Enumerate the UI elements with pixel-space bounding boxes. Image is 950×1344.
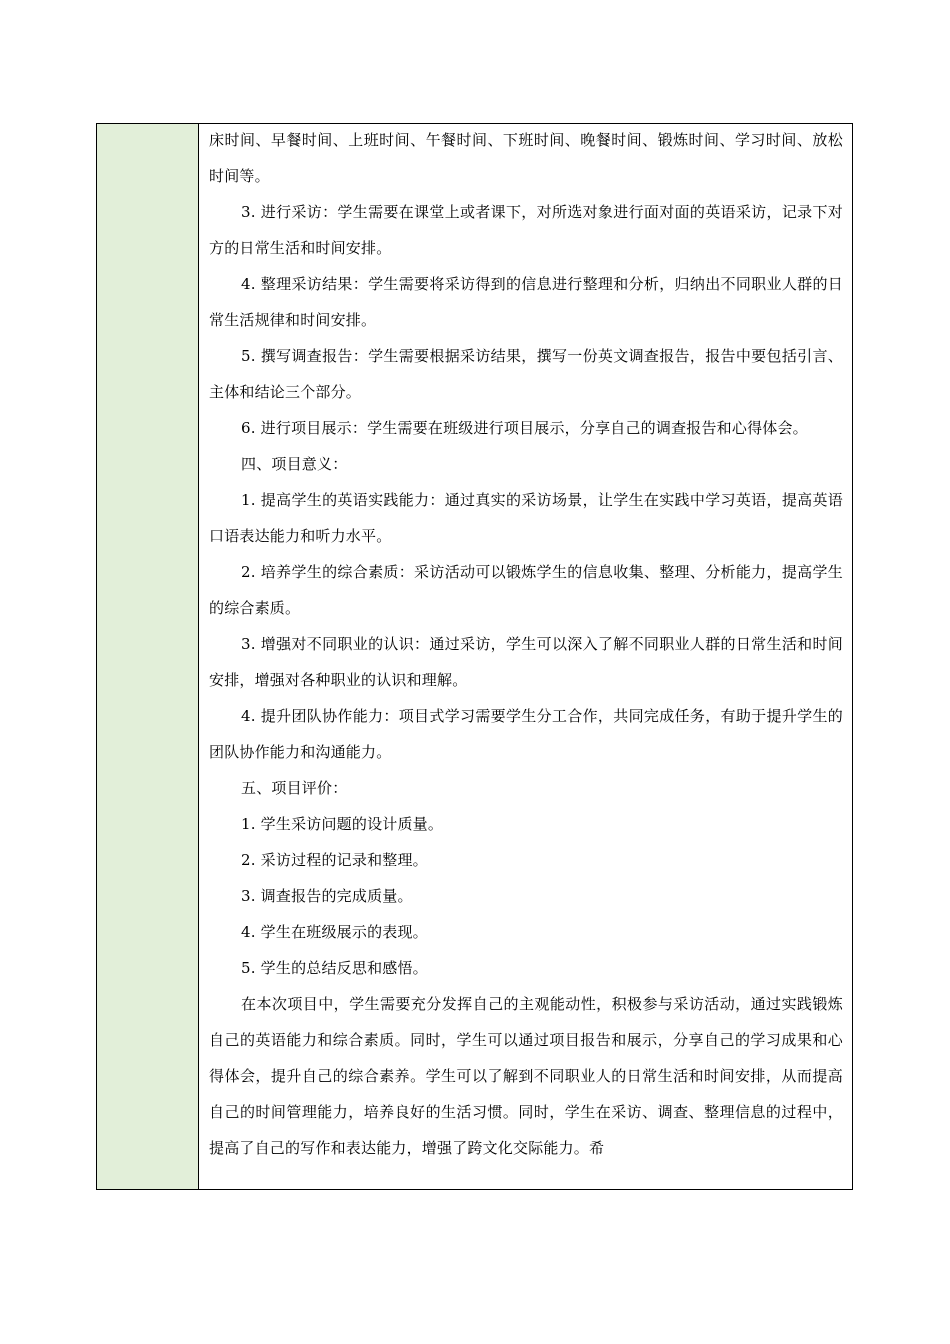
paragraph: 2. 培养学生的综合素质：采访活动可以锻炼学生的信息收集、整理、分析能力，提高学生的综合素质。: [209, 563, 843, 617]
list-item: 1. 学生采访问题的设计质量。: [241, 815, 444, 833]
section-heading: 四、项目意义：: [241, 455, 348, 473]
paragraph: 4. 提升团队协作能力：项目式学习需要学生分工合作，共同完成任务，有助于提升学生的团队协作能力和沟通能力。: [209, 707, 843, 761]
paragraph: 3. 进行采访：学生需要在课堂上或者课下，对所选对象进行面对面的英语采访，记录下对方的日常生活和时间安排。: [209, 203, 843, 257]
paragraph: 1. 提高学生的英语实践能力：通过真实的采访场景，让学生在实践中学习英语，提高英语口语表达能力和听力水平。: [209, 491, 843, 545]
paragraph: 6. 进行项目展示：学生需要在班级进行项目展示，分享自己的调查报告和心得体会。: [241, 419, 808, 437]
paragraph: 5. 撰写调查报告：学生需要根据采访结果，撰写一份英文调查报告，报告中要包括引言、主体和结论三个部分。: [209, 347, 843, 401]
list-item: 3. 调查报告的完成质量。: [241, 887, 413, 905]
list-item: 2. 采访过程的记录和整理。: [241, 851, 428, 869]
list-item: 4. 学生在班级展示的表现。: [241, 923, 428, 941]
paragraph: 在本次项目中，学生需要充分发挥自己的主观能动性，积极参与采访活动，通过实践锻炼自己的英语能力和综合素质。同时，学生可以通过项目报告和展示，分享自己的学习成果和心得体会，提升自己的综合素养。学生可以了解到不同职业人的日常生活和时间安排，从而提高自己的时间管理能力，培养良好的生活习惯。同时，学生在采访、调查、整理信息的过程中，提高了自己的写作和表达能力，增强了跨文化交际能力。希: [209, 995, 843, 1157]
paragraph: 3. 增强对不同职业的认识：通过采访，学生可以深入了解不同职业人群的日常生活和时间安排，增强对各种职业的认识和理解。: [209, 635, 843, 689]
content-table: [96, 123, 853, 1190]
paragraph: 4. 整理采访结果：学生需要将采访得到的信息进行整理和分析，归纳出不同职业人群的日常生活规律和时间安排。: [209, 275, 843, 329]
paragraph: 床时间、早餐时间、上班时间、午餐时间、下班时间、晚餐时间、锻炼时间、学习时间、放松时间等。: [209, 131, 843, 185]
table-content-cell: [199, 124, 852, 1189]
list-item: 5. 学生的总结反思和感悟。: [241, 959, 428, 977]
section-heading: 五、项目评价：: [241, 779, 348, 797]
table-label-cell: [97, 124, 199, 1189]
